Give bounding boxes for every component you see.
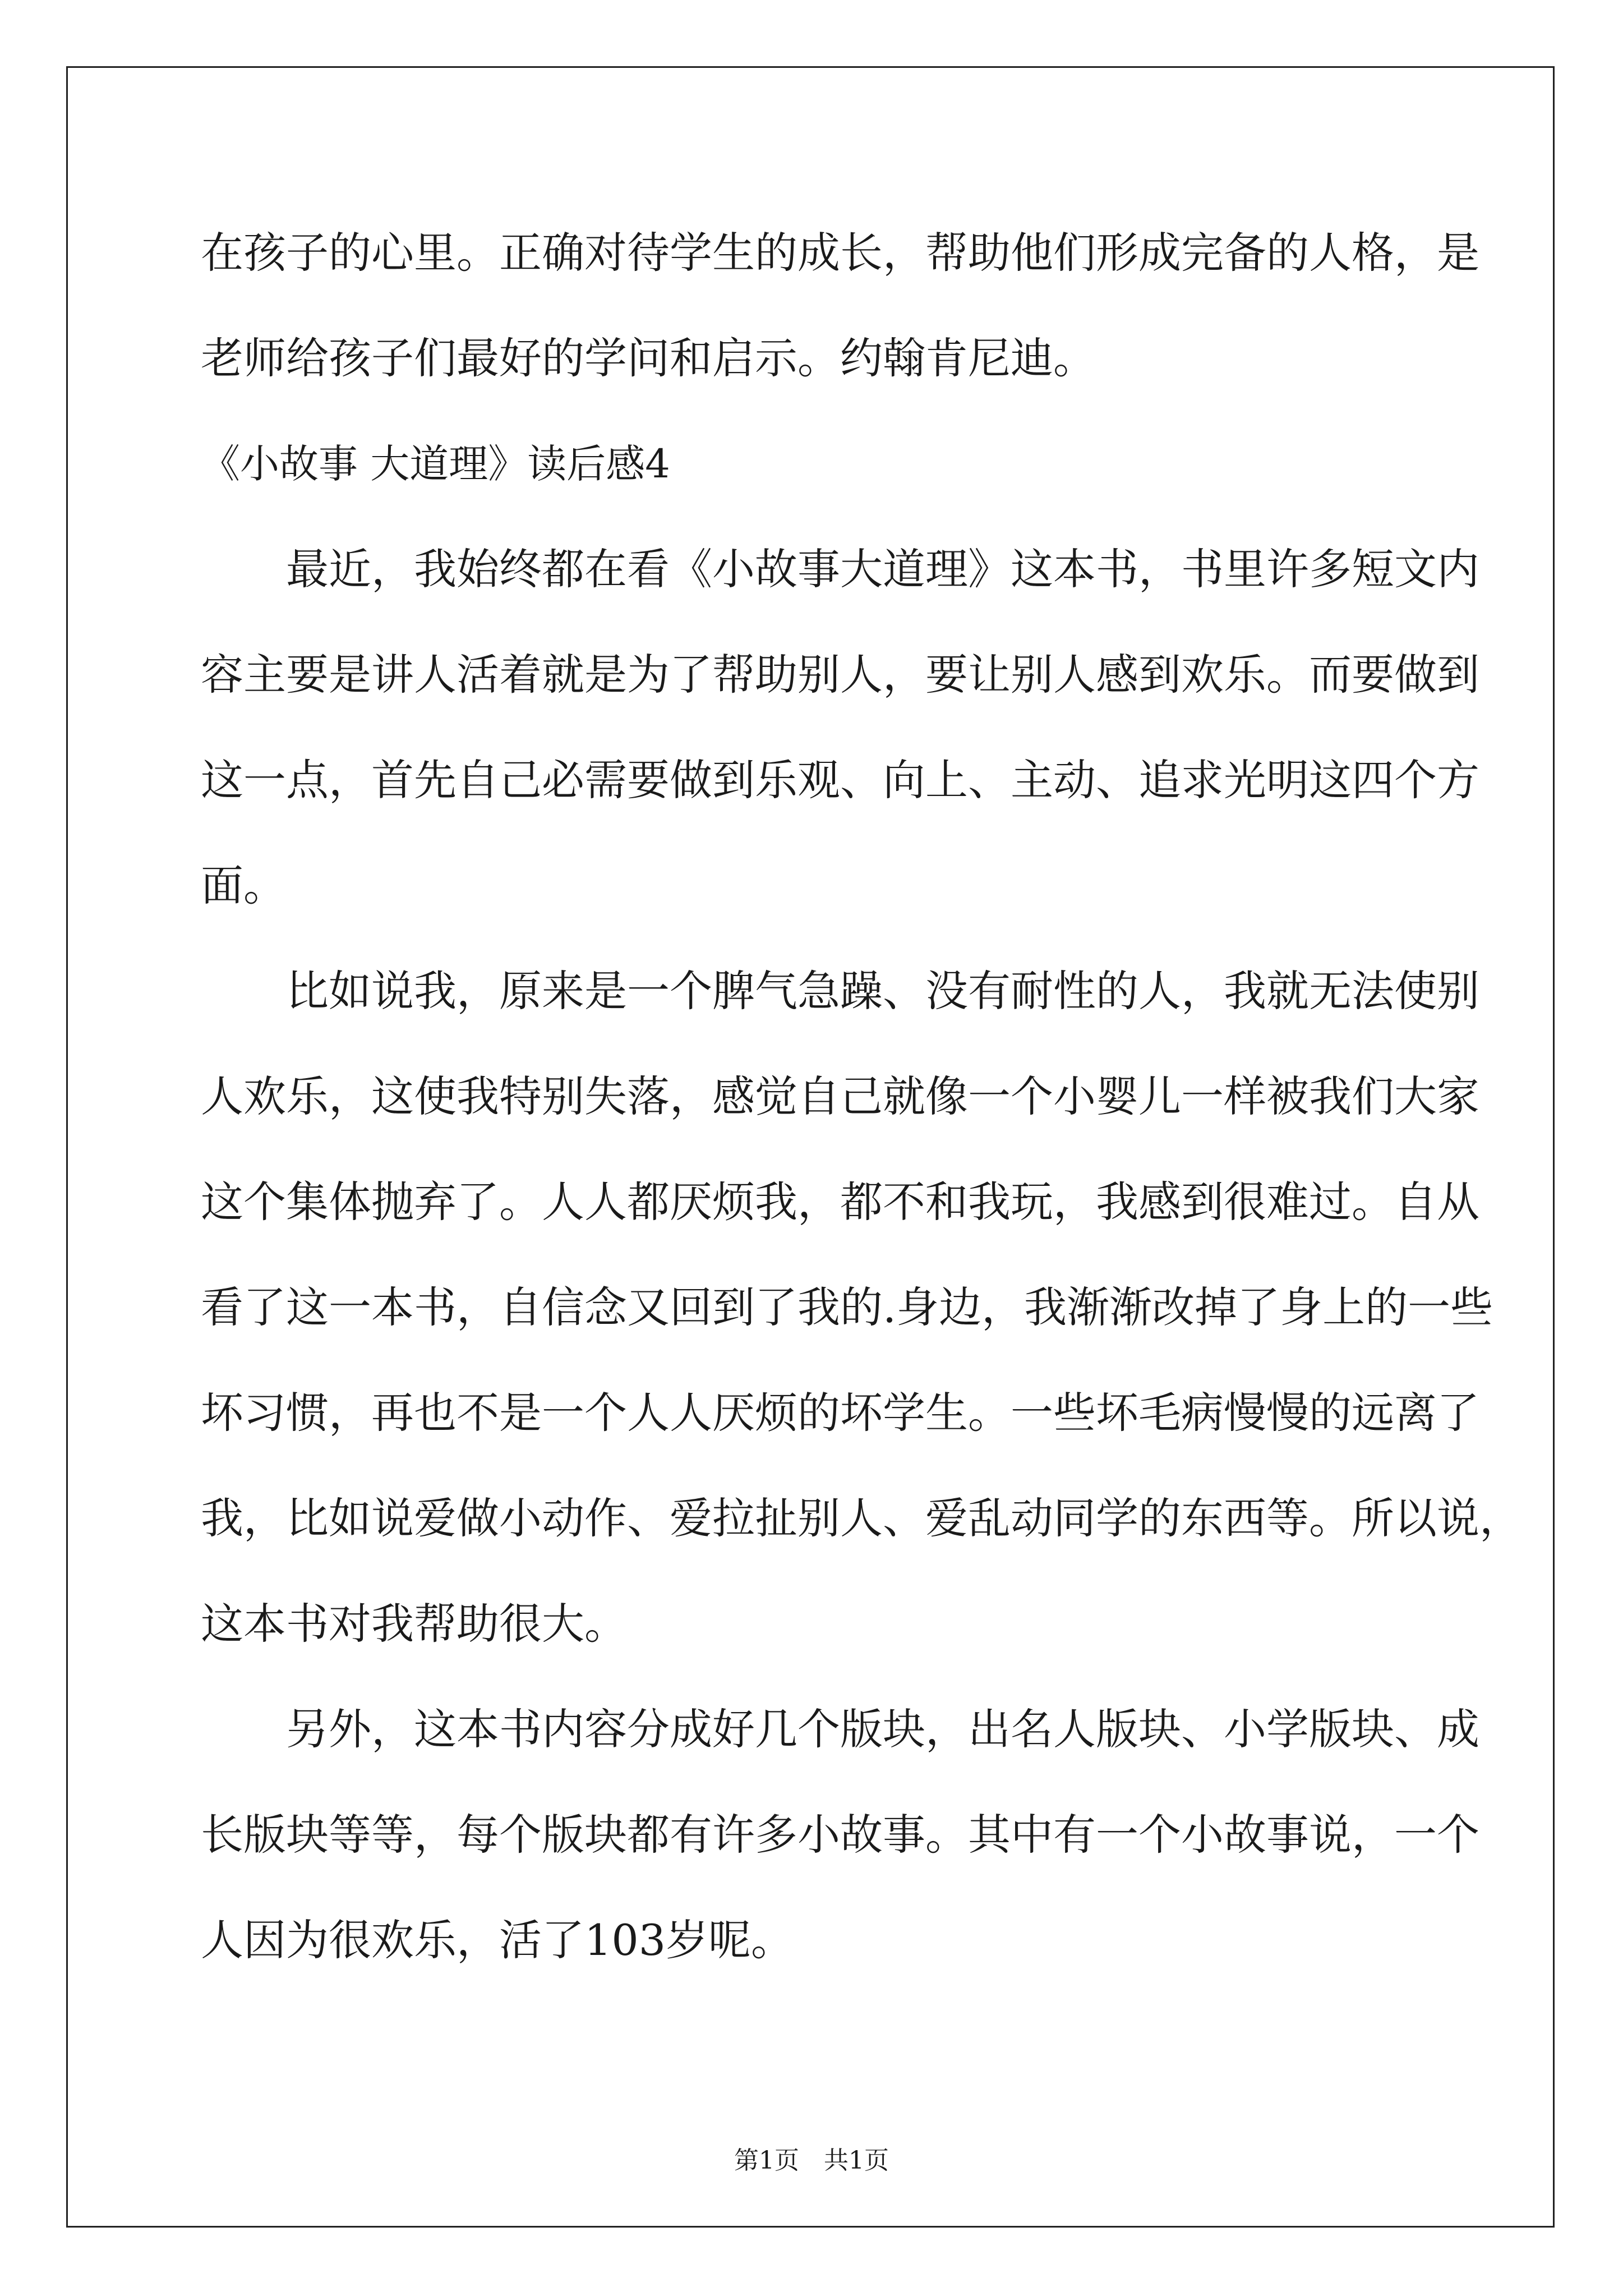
section-heading: 《小故事 大道理》读后感4 (201, 441, 670, 487)
text-line-13: 我，比如说爱做小动作、爱拉扯别人、爱乱动同学的东西等。所以说， (201, 1493, 1522, 1543)
text-line-12: 坏习惯，再也不是一个人人厌烦的坏学生。一些坏毛病慢慢的远离了 (201, 1388, 1479, 1438)
text-line-5: 容主要是讲人活着就是为了帮助别人，要让别人感到欢乐。而要做到 (201, 650, 1479, 700)
text-line-16: 长版块等等，每个版块都有许多小故事。其中有一个小故事说，一个 (201, 1810, 1479, 1860)
text-line-17: 人因为很欢乐，活了103岁呢。 (201, 1915, 794, 1965)
text-line-9: 人欢乐，这使我特别失落，感觉自己就像一个小婴儿一样被我们大家 (201, 1071, 1479, 1121)
text-line-10: 这个集体抛弃了。人人都厌烦我，都不和我玩，我感到很难过。自从 (201, 1177, 1479, 1227)
text-line-1: 在孩子的心里。正确对待学生的成长，帮助他们形成完备的人格，是 (201, 228, 1479, 278)
text-line-15: 另外，这本书内容分成好几个版块，出名人版块、小学版块、成 (286, 1704, 1479, 1754)
text-line-14: 这本书对我帮助很大。 (201, 1599, 627, 1649)
text-line-4: 最近，我始终都在看《小故事大道理》这本书，书里许多短文内 (286, 544, 1479, 594)
text-line-8: 比如说我，原来是一个脾气急躁、没有耐性的人，我就无法使别 (286, 966, 1479, 1016)
text-line-11: 看了这一本书，自信念又回到了我的.身边，我渐渐改掉了身上的一些 (201, 1282, 1493, 1332)
text-line-6: 这一点，首先自己必需要做到乐观、向上、主动、追求光明这四个方 (201, 755, 1479, 805)
document-body (201, 219, 1522, 2012)
text-line-7: 面。 (201, 861, 286, 910)
page-footer: 第1页 共1页 (734, 2146, 889, 2175)
text-line-2: 老师给孩子们最好的学问和启示。约翰肯尼迪。 (201, 333, 1096, 383)
